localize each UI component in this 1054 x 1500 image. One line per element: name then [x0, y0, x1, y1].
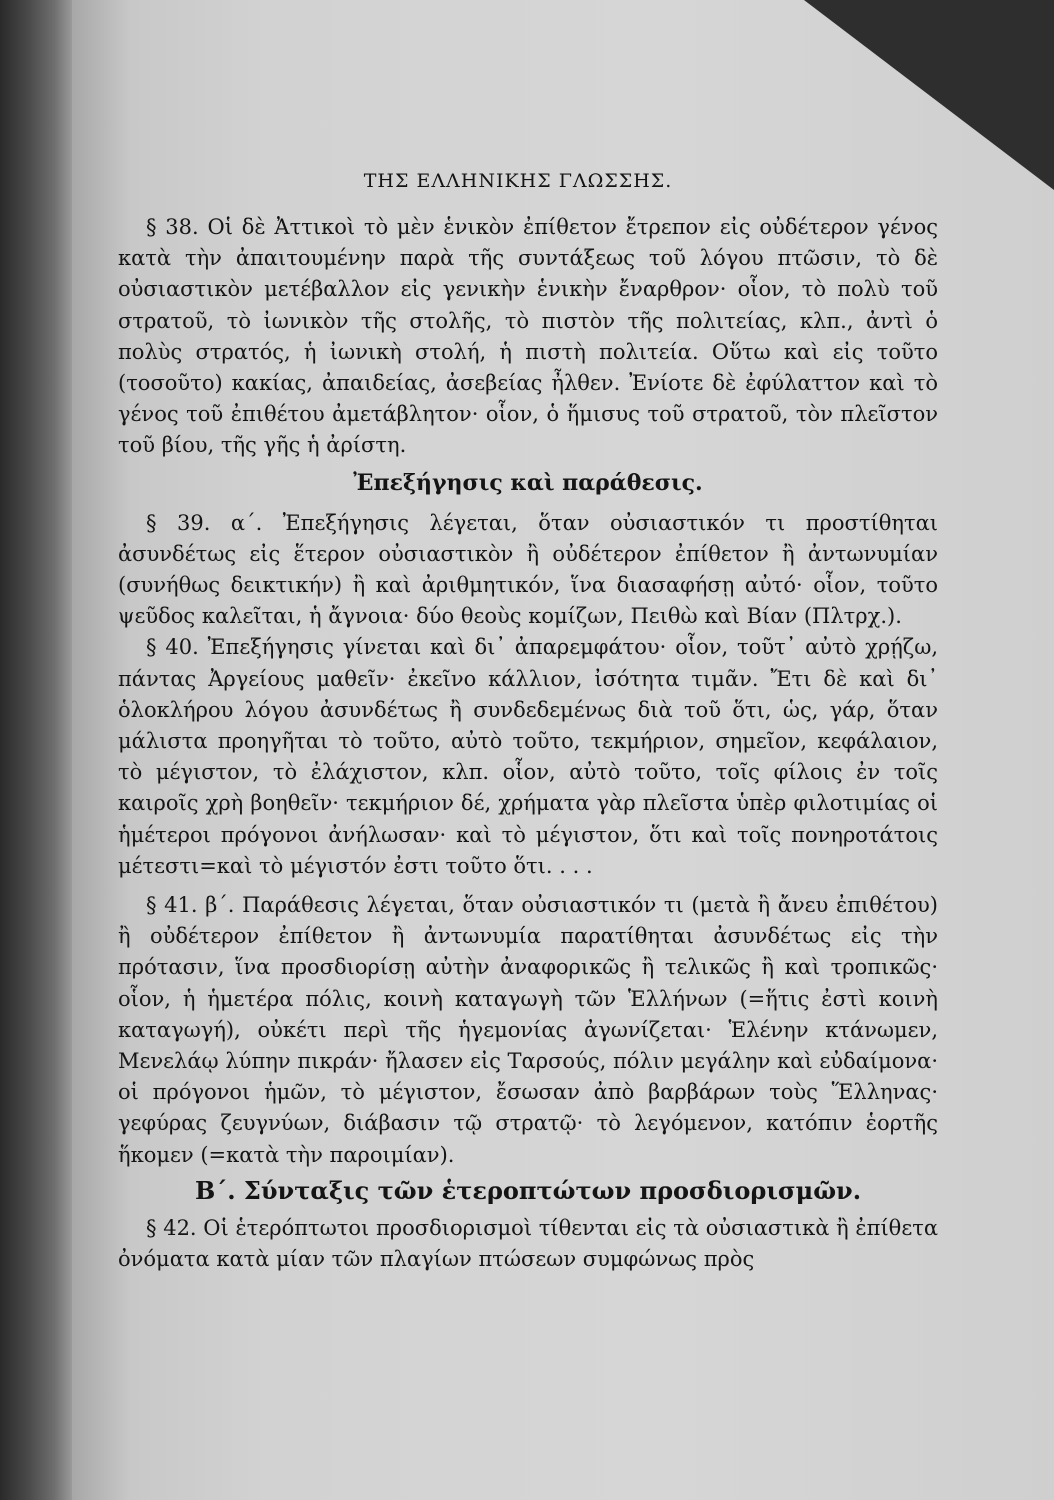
paragraph-40: § 40. Ἐπεξήγησις γίνεται καὶ δι᾽ ἀπαρεμφάτου· οἷον, τοῦτ᾽ αὐτὸ χρῄζω, πάντας Ἀργείους μαθεῖν· ἐκεῖνο κάλλιον, ἰσότητα τιμᾶν. Ἔτι δὲ καὶ δι᾽ ὁλοκλήρου λόγου ἀσυνδέτως ἢ συνδεδεμένως διὰ τοῦ ὅτι, ὡς, γάρ, ὅταν μάλιστα προηγῆται τὸ τοῦτο, αὐτὸ τοῦτο, τεκμήριον, σημεῖον, κεφάλαιον, τὸ μέγιστον, τὸ ἐλάχιστον, κλπ. οἷον, αὐτὸ τοῦτο, τοῖς φίλοις ἐν τοῖς καιροῖς χρὴ βοηθεῖν· τεκμήριον δέ, χρήματα γὰρ πλεῖστα ὑπὲρ φιλοτιμίας οἱ ἡμέτεροι πρόγονοι ἀνήλωσαν· καὶ τὸ μέγιστον, ὅτι καὶ τοῖς πονηροτάτοις μέτεστι=καὶ τὸ μέγιστόν ἐστι τοῦτο ὅτι. . . .: [118, 635, 938, 878]
paragraph-41: § 41. β΄. Παράθεσις λέγεται, ὅταν οὐσιαστικόν τι (μετὰ ἢ ἄνευ ἐπιθέτου) ἢ οὐδέτερον ἐπίθετον ἢ ἀντωνυμία παρατίθηται ἀσυνδέτως εἰς τὴν πρότασιν, ἵνα προσδιορίσῃ αὐτὴν ἀναφορικῶς ἢ τελικῶς ἢ καὶ τροπικῶς· οἷον, ἡ ἡμετέρα πόλις, κοινὴ καταγωγὴ τῶν Ἑλλήνων (=ἥτις ἐστὶ κοινὴ καταγωγή), οὐκέτι περὶ τῆς ἡγεμονίας ἀγωνίζεται· Ἑλένην κτάνωμεν, Μενελάῳ λύπην πικράν· ἤλασεν εἰς Ταρσούς, πόλιν μεγάλην καὶ εὐδαίμονα· οἱ πρόγονοι ἡμῶν, τὸ μέγιστον, ἔσωσαν ἀπὸ βαρβάρων τοὺς Ἕλληνας· γεφύρας ζευγνύων, διάβασιν τῷ στρατῷ· τὸ λεγόμενον, κατόπιν ἑορτῆς ἥκομεν (=κατὰ τὴν παροιμίαν).: [118, 893, 938, 1167]
book-gutter: [0, 0, 72, 1500]
paragraph-42: § 42. Οἱ ἑτερόπτωτοι προσδιορισμοὶ τίθενται εἰς τὰ οὐσιαστικὰ ἢ ἐπίθετα ὀνόματα κατὰ μίαν τῶν πλαγίων πτώσεων συμφώνως πρὸς: [118, 1215, 938, 1272]
running-head: ΤΗΣ ΕΛΛΗΝΙΚΗΣ ΓΛΩΣΣΗΣ.: [363, 170, 673, 192]
paragraph-39: § 39. α΄. Ἐπεξήγησις λέγεται, ὅταν οὐσιαστικόν τι προστίθηται ἀσυνδέτως εἰς ἕτερον οὐσιαστικὸν ἢ οὐδέτερον ἐπίθετον ἢ ἀντωνυμίαν (συνήθως δεικτικήν) ἢ καὶ ἀριθμητικόν, ἵνα διασαφήσῃ αὐτό· οἷον, τοῦτο ψεῦδος καλεῖται, ἡ ἄγνοια· δύο θεοὺς κομίζων, Πειθὼ καὶ Βίαν (Πλτρχ.).: [118, 510, 938, 629]
section-heading-syntax: Β΄. Σύνταξις τῶν ἑτεροπτώτων προσδιορισμῶν.: [194, 1175, 862, 1205]
torn-page-corner: [804, 0, 1054, 190]
page-text: [118, 170, 938, 1275]
section-heading-epexegesis: Ἐπεξήγησις καὶ παράθεσις.: [353, 469, 703, 496]
paragraph-38: § 38. Οἱ δὲ Ἀττικοὶ τὸ μὲν ἑνικὸν ἐπίθετον ἔτρεπον εἰς οὐδέτερον γένος κατὰ τὴν ἀπαιτουμένην παρὰ τῆς συντάξεως τοῦ λόγου πτῶσιν, τὸ δὲ οὐσιαστικὸν μετέβαλλον εἰς γενικὴν ἑνικὴν ἔναρθρον· οἷον, τὸ πολὺ τοῦ στρατοῦ, τὸ ἰωνικὸν τῆς στολῆς, τὸ πιστὸν τῆς πολιτείας, κλπ., ἀντὶ ὁ πολὺς στρατός, ἡ ἰωνικὴ στολή, ἡ πιστὴ πολιτεία. Οὕτω καὶ εἰς τοῦτο (τοσοῦτο) κακίας, ἀπαιδείας, ἀσεβείας ἦλθεν. Ἐνίοτε δὲ ἐφύλαττον καὶ τὸ γένος τοῦ ἐπιθέτου ἀμετάβλητον· οἷον, ὁ ἥμισυς τοῦ στρατοῦ, τὸν πλεῖστον τοῦ βίου, τῆς γῆς ἡ ἀρίστη.: [118, 215, 938, 458]
